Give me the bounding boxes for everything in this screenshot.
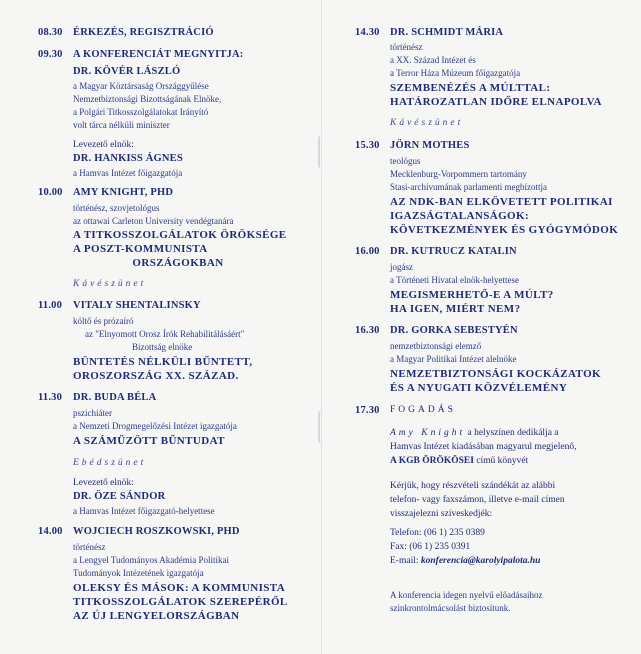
phone-label: Telefon: — [390, 528, 422, 538]
speaker-role: Bizottság elnöke — [132, 342, 193, 352]
lecture-title: HATÁROZATLAN IDŐRE ELNAPOLVA — [390, 96, 602, 108]
booksigning-line — [390, 456, 528, 466]
speaker-name: DR. BUDA BÉLA — [73, 392, 157, 403]
registration-text: ÉRKEZÉS, REGISZTRÁCIÓ — [73, 27, 214, 38]
speaker-role: Nemzetbiztonsági Bizottságának Elnöke, — [73, 94, 222, 104]
time-schmidt: 14.30 — [355, 27, 380, 38]
chair-label: Levezető elnök: — [73, 478, 134, 488]
speaker-name: DR. KÖVÉR LÁSZLÓ — [73, 66, 181, 77]
email-address[interactable]: konferencia@karolyipalota.hu — [420, 556, 541, 566]
speaker-name: DR. GORKA SEBESTYÉN — [390, 325, 518, 336]
interpretation-note: A konferencia idegen nyelvű előadásaihoz — [390, 590, 543, 600]
speaker-name: VITALY SHENTALINSKY — [73, 300, 201, 311]
time-shentalinsky: 11.00 — [38, 300, 63, 311]
lecture-title: AZ NDK-BAN ELKÖVETETT POLITIKAI — [390, 196, 613, 208]
time-mothes: 15.30 — [355, 140, 380, 151]
time-roszkowski: 14.00 — [38, 526, 63, 537]
lecture-title: SZEMBENÉZÉS A MÚLTTAL: — [390, 82, 551, 94]
speaker-role: a Nemzeti Drogmegelőzési Intézet igazgatója — [73, 421, 237, 431]
speaker-role: Tudományok Intézetének igazgatója — [73, 568, 204, 578]
speaker-role: pszichiáter — [73, 408, 112, 418]
lecture-title: IGAZSÁGTALANSÁGOK: — [390, 210, 530, 222]
coffee-break: Kávészünet — [390, 118, 464, 128]
booksigning-text: Hamvas Intézet kiadásában magyarul megjelenő, — [390, 442, 577, 452]
lecture-title: KÖVETKEZMÉNYEK ÉS GYÓGYMÓDOK — [390, 224, 619, 236]
lecture-title: TITKOSSZOLGÁLATOK SZEREPÉRŐL — [73, 596, 288, 608]
time-kutrucz: 16.00 — [355, 246, 380, 257]
speaker-role: volt tárca nélküli miniszter — [73, 120, 170, 130]
time-reception: 17.30 — [355, 405, 380, 416]
speaker-name: DR. SCHMIDT MÁRIA — [390, 27, 504, 38]
speaker-role: az ottawai Carleton University vendégtanára — [73, 216, 234, 226]
lecture-title: HA IGEN, MIÉRT NEM? — [390, 303, 521, 315]
speaker-role: a Történeti Hivatal elnök-helyettese — [390, 275, 520, 285]
rsvp-text: visszajelezni szíveskedjék: — [390, 509, 493, 519]
fax-line — [390, 542, 470, 552]
speaker-role: költő és prózaíró — [73, 316, 134, 326]
speaker-role: teológus — [390, 156, 421, 166]
lecture-title: BÜNTETÉS NÉLKÜLI BŰNTETT, — [73, 356, 253, 368]
booksigning-line — [390, 428, 559, 438]
speaker-role: a Lengyel Tudományos Akadémia Politikai — [73, 555, 229, 565]
speaker-role: Stasi-archívumának parlamenti megbízottja — [390, 182, 547, 192]
lecture-title: OROSZORSZÁG XX. SZÁZAD. — [73, 370, 239, 382]
time-buda: 11.30 — [38, 392, 63, 403]
booksigning-text: a helyszínen dedikálja a — [467, 428, 559, 438]
booksigning-text: című könyvét — [476, 456, 529, 466]
book-title: A KGB ÖRÖKÖSEI — [390, 456, 474, 466]
lecture-title: OLEKSY ÉS MÁSOK: A KOMMUNISTA — [73, 582, 286, 594]
speaker-role: a Polgári Titkosszolgálatokat Irányító — [73, 107, 209, 117]
speaker-name: AMY KNIGHT, PHD — [73, 187, 174, 198]
chair-name: DR. ÖZE SÁNDOR — [73, 491, 166, 502]
rsvp-text: Kérjük, hogy részvételi szándékát az alábbi — [390, 481, 556, 491]
lunch-break: Ebédszünet — [73, 458, 147, 468]
lecture-title: A TITKOSSZOLGÁLATOK ÖRÖKSÉGE — [73, 229, 287, 241]
lecture-title: A POSZT-KOMMUNISTA — [73, 243, 208, 255]
speaker-name: DR. KUTRUCZ KATALIN — [390, 246, 517, 257]
opening-heading: A KONFERENCIÁT MEGNYITJA: — [73, 49, 244, 60]
speaker-role: jogász — [390, 262, 413, 272]
chair-name: DR. HANKISS ÁGNES — [73, 153, 183, 164]
email-line — [390, 556, 540, 566]
speaker-name: WOJCIECH ROSZKOWSKI, PHD — [73, 526, 240, 537]
time-gorka: 16.30 — [355, 325, 380, 336]
lecture-title: A SZÁMŰZÖTT BŰNTUDAT — [73, 435, 225, 447]
fax-label: Fax: — [390, 542, 407, 552]
speaker-role: az "Elnyomott Orosz Írók Rehabilitálásáért" — [85, 329, 245, 339]
phone-line — [390, 528, 485, 538]
interpretation-note: szinkrontolmácsolást biztosítunk. — [390, 603, 511, 613]
page-fold — [321, 0, 322, 654]
speaker-name: JÖRN MOTHES — [390, 140, 470, 151]
phone-number[interactable]: (06 1) 235 0389 — [423, 528, 485, 538]
fax-number[interactable]: (06 1) 235 0391 — [409, 542, 471, 552]
lecture-title: MEGISMERHETŐ-E A MÚLT? — [390, 289, 554, 301]
chair-role: a Hamvas Intézet főigazgatója — [73, 168, 183, 178]
rsvp-text: telefon- vagy faxszámon, illetve e-mail címen — [390, 495, 565, 505]
speaker-role: történész — [73, 542, 106, 552]
speaker-role: a Magyar Politikai Intézet alelnöke — [390, 354, 517, 364]
fold-staple-mark — [318, 135, 326, 169]
email-label: E-mail: — [390, 556, 419, 566]
speaker-role: nemzetbiztonsági elemző — [390, 341, 482, 351]
lecture-title: AZ ÚJ LENGYELORSZÁGBAN — [73, 610, 240, 622]
speaker-role: a Terror Háza Múzeum főigazgatója — [390, 68, 521, 78]
reception-text: FOGADÁS — [390, 405, 456, 415]
speaker-role: történész — [390, 42, 423, 52]
speaker-role: történész, szovjetológus — [73, 203, 160, 213]
chair-label: Levezető elnök: — [73, 140, 134, 150]
time-registration: 08.30 — [38, 27, 63, 38]
time-opening: 09.30 — [38, 49, 63, 60]
speaker-role: a Magyar Köztársaság Országgyűlése — [73, 81, 209, 91]
author-name: Amy Knight — [390, 428, 466, 438]
chair-role: a Hamvas Intézet főigazgató-helyettese — [73, 506, 215, 516]
lecture-title: ORSZÁGOKBAN — [132, 257, 224, 269]
speaker-role: Mecklenburg-Vorpommern tartomány — [390, 169, 527, 179]
lecture-title: ÉS A NYUGATI KÖZVÉLEMÉNY — [390, 382, 568, 394]
lecture-title: NEMZETBIZTONSÁGI KOCKÁZATOK — [390, 368, 601, 380]
coffee-break: Kávészünet — [73, 279, 147, 289]
speaker-role: a XX. Század Intézet és — [390, 55, 476, 65]
fold-staple-mark — [318, 410, 326, 444]
time-knight: 10.00 — [38, 187, 63, 198]
